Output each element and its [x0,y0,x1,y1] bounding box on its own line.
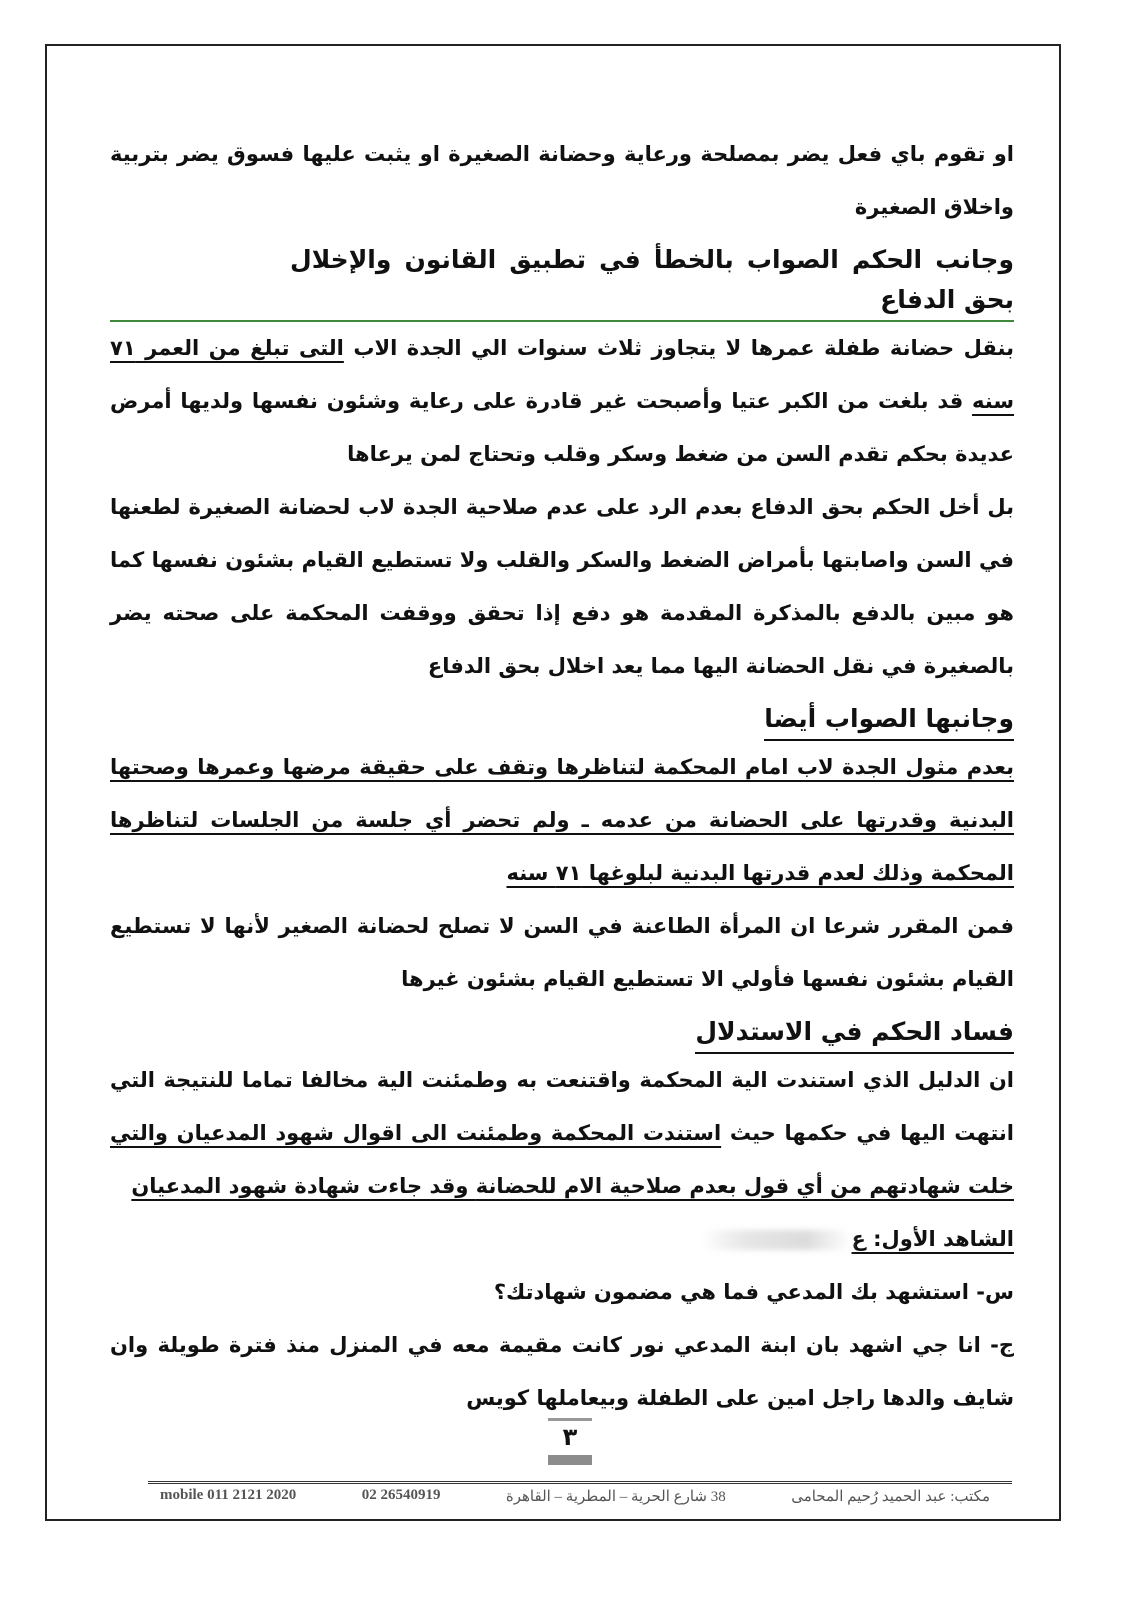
footer-mobile: mobile 011 2121 2020 [160,1487,297,1503]
footer [160,1487,990,1506]
heading-wrong-application: وجانب الحكم الصواب بالخطأ في تطبيق القانون والإخلال بحق الدفاع [110,240,1014,322]
witness-line [110,1213,1014,1266]
redacted-name [701,1230,851,1250]
page-number-bar [548,1455,592,1465]
footer-phone: 02 26540919 [361,1487,441,1503]
footer-divider [148,1481,1012,1484]
witness-label: الشاهد الأول: ع [851,1227,1014,1251]
paragraph-2-underlined: التى تبلغ من العمر ٧١ سنه [110,336,1014,413]
paragraph-1: او تقوم باي فعل يضر بمصلحة ورعاية وحضانة الصغيرة او يثبت عليها فسوق يضر بتربية واخلاق الصغيرة [110,142,1014,219]
heading-corrupt-reasoning: فساد الحكم في الاستدلال [695,1012,1014,1054]
heading-also-wrong: وجانبها الصواب أيضا [764,699,1014,741]
paragraph-6 [110,1054,1014,1213]
page-number: ٣ [562,1423,578,1451]
footer-address: 38 شارع الحرية – المطرية – القاهرة [505,1489,726,1505]
question-1: س- استشهد بك المدعي فما هي مضمون شهادتك؟ [493,1280,1014,1304]
page-number-rule [548,1418,592,1421]
paragraph-4: بعدم مثول الجدة لاب امام المحكمة لتناظرها وتقف على حقيقة مرضها وعمرها وصحتها البدنية وقدرتها على الحضانة من عدمه ـ ولم تحضر أي جلسة من الجلسات لتناظرها المحكمة وذلك لعدم قدرتها البدنية لبلوغها ٧١ سنه [110,755,1014,885]
paragraph-3: بل أخل الحكم بحق الدفاع بعدم الرد على عدم صلاحية الجدة لاب لحضانة الصغيرة لطعنها في السن واصابتها بأمراض الضغط والسكر والقلب ولا تستطيع القيام بشئون نفسها كما هو مبين بالدفع بالمذكرة المقدمة هو دفع إذا تحقق ووقفت المحكمة على صحته يضر بالصغيرة في نقل الحضانة اليها مما يعد اخلال بحق الدفاع [110,495,1014,678]
footer-office: مكتب: عبد الحميد رُحيم المحامى [791,1489,990,1505]
paragraph-2-start: بنقل حضانة طفلة عمرها لا يتجاوز ثلاث سنوات الي الجدة الاب [343,336,1014,360]
paragraph-5: فمن المقرر شرعا ان المرأة الطاعنة في السن لا تصلح لحضانة الصغير لأنها لا تستطيع القيام بشئون نفسها فأولي الا تستطيع القيام بشئون غيرها [110,914,1014,991]
paragraph-2 [110,322,1014,481]
paragraph-6-start: ان الدليل الذي استندت الية المحكمة واقتنعت به وطمئنت الية مخالفا تماما للنتيجة التي انتهت اليها في حكمها حيث [110,1068,1014,1145]
document-body [110,128,1014,1425]
paragraph-6-end: وقد جاءت شهادة شهود المدعيان [131,1174,476,1198]
paragraph-2-end: قد بلغت من الكبر عتيا وأصبحت غير قادرة على رعاية وشئون نفسها ولديها أمرض عديدة بحكم تقدم السن من ضغط وسكر وقلب وتحتاج لمن يرعاها [110,389,1014,466]
answer-1: ج- انا جي اشهد بان ابنة المدعي نور كانت مقيمة معه في المنزل منذ فترة طويلة وان شايف والدها راجل امين على الطفلة وبيعاملها كويس [110,1333,1014,1410]
page-number-block [548,1418,592,1465]
paragraph-6-underlined: استندت المحكمة وطمئنت الى اقوال شهود المدعيان والتي خلت شهادتهم من أي قول بعدم صلاحية الام للحضانة [110,1121,1014,1198]
